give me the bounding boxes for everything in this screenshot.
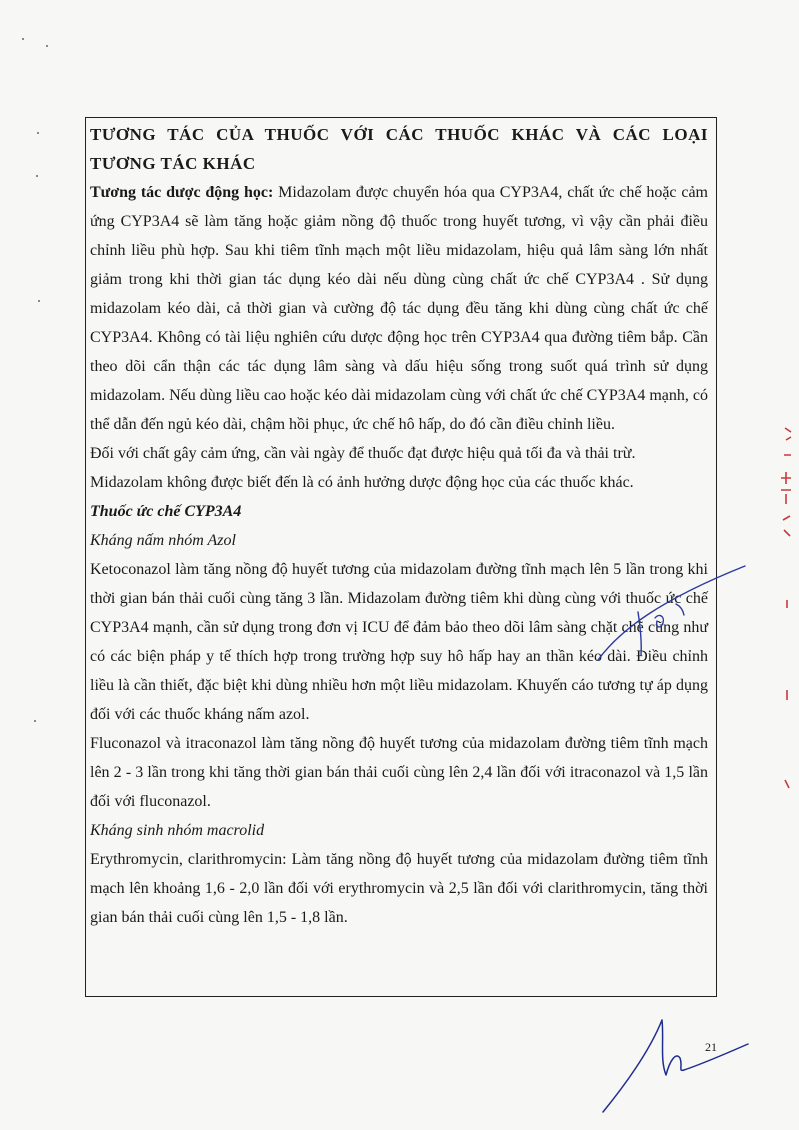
- cyp-inhibitor-heading: Thuốc ức chế CYP3A4: [90, 503, 242, 520]
- erythromycin-paragraph: Erythromycin, clarithromycin: Làm tăng nồng độ huyết tương của midazolam đường tiêm tĩnh mạch lên khoảng 1,6 - 2,0 lần đối với erythromycin và 2,5 lần đối với clarithromycin, tăng thời gian bán thải cuối cùng lên 1,5 - 1,8 lần.: [90, 851, 708, 926]
- fluconazol-paragraph: Fluconazol và itraconazol làm tăng nồng độ huyết tương của midazolam đường tiêm tĩnh mạch lên 2 - 3 lần trong khi tăng thời gian bán thải cuối cùng lên 2,4 lần đối với itraconazol và 1,5 lần đối với fluconazol.: [90, 735, 708, 810]
- pk-label: Tương tác dược động học:: [90, 184, 274, 201]
- pk-paragraph: [90, 178, 708, 439]
- pk-text: Midazolam được chuyển hóa qua CYP3A4, chất ức chế hoặc cảm ứng CYP3A4 sẽ làm tăng hoặc giảm nồng độ thuốc trong huyết tương, vì vậy cần phải điều chỉnh liều phù hợp. Sau khi tiêm tĩnh mạch một liều midazolam, hiệu quả lâm sàng lớn nhất giảm trong khi thời gian tác dụng kéo dài nếu dùng cùng chất ức chế CYP3A4 . Sử dụng midazolam kéo dài, cả thời gian và cường độ tác dụng đều tăng khi dùng cùng chất ức chế CYP3A4. Không có tài liệu nghiên cứu dược động học trên CYP3A4 qua đường tiêm bắp. Cần theo dõi cẩn thận các tác dụng lâm sàng và dấu hiệu sống trong suốt quá trình sử dụng midazolam. Nếu dùng liều cao hoặc kéo dài midazolam cùng với chất ức chế CYP3A4 mạnh, có thể dẫn đến ngủ kéo dài, chậm hồi phục, ức chế hô hấp, do đó cần điều chỉnh liều.: [90, 184, 708, 433]
- macrolide-heading: Kháng sinh nhóm macrolid: [90, 822, 265, 839]
- page-number: 21: [705, 1040, 717, 1054]
- scan-speck: [46, 45, 48, 47]
- inducer-paragraph: Đối với chất gây cảm ứng, cần vài ngày để thuốc đạt được hiệu quả tối đa và thải trừ.: [90, 445, 636, 462]
- red-stamp-edge: [781, 428, 791, 788]
- ketoconazol-paragraph: Ketoconazol làm tăng nồng độ huyết tương của midazolam đường tĩnh mạch lên 5 lần trong khi thời gian bán thải cuối cùng tăng 3 lần. Midazolam đường tiêm khi dùng cùng với thuốc ức chế CYP3A4 mạnh, cần sử dụng trong đơn vị ICU để đảm bảo theo dõi lâm sàng chặt chẽ cũng như có các biện pháp y tế thích hợp trong trường hợp suy hô hấp hay an thần kéo dài. Điều chỉnh liều là cần thiết, đặc biệt khi dùng nhiều hơn một liều midazolam. Khuyến cáo tương tự áp dụng đối với các thuốc kháng nấm azol.: [90, 561, 708, 723]
- section-heading: TƯƠNG TÁC CỦA THUỐC VỚI CÁC THUỐC KHÁC VÀ CÁC LOẠI TƯƠNG TÁC KHÁC: [90, 125, 708, 173]
- azole-heading: Kháng nấm nhóm Azol: [90, 532, 236, 549]
- scan-speck: [36, 175, 38, 177]
- scan-speck: [37, 132, 39, 134]
- document-box: [85, 117, 717, 997]
- midazolam-note: Midazolam không được biết đến là có ảnh hưởng dược động học của các thuốc khác.: [90, 474, 634, 491]
- scan-speck: [22, 38, 24, 40]
- signature: [603, 1020, 748, 1112]
- scan-speck: [38, 300, 40, 302]
- scan-speck: [34, 720, 36, 722]
